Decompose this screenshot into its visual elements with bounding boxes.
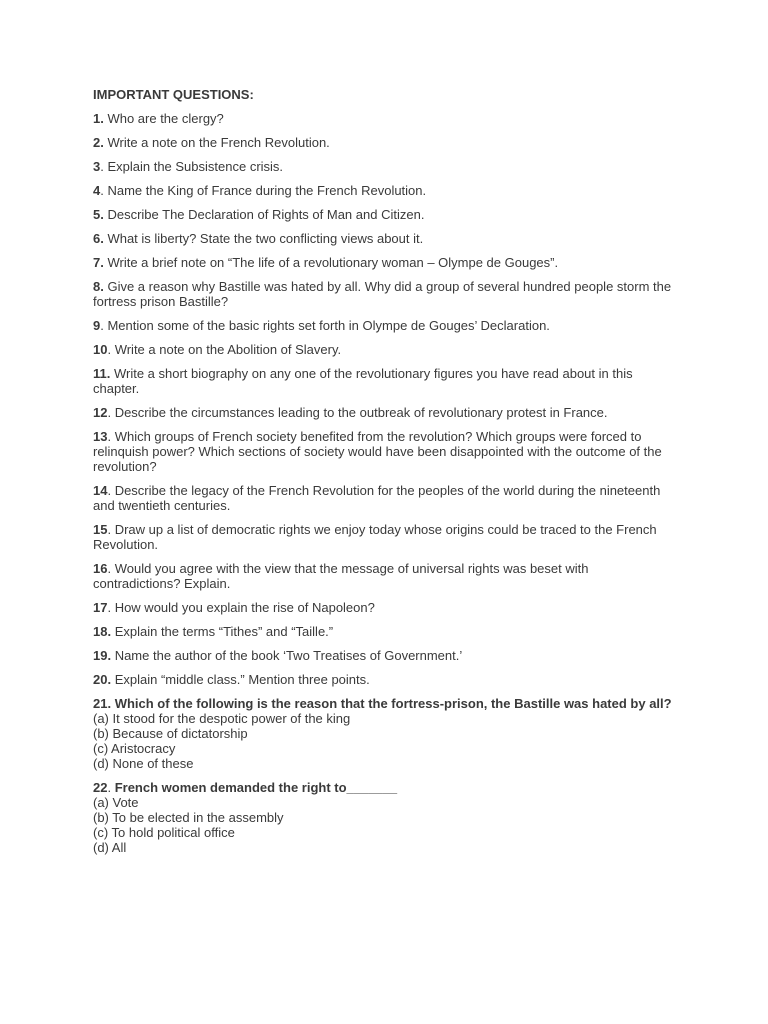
question-number: 20. <box>93 672 112 687</box>
question-text: . Would you agree with the view that the message of universal rights was beset with contradictions? Explain. <box>93 561 589 591</box>
question-item <box>93 279 678 309</box>
question-text: Name the author of the book ‘Two Treatises of Government.’ <box>111 648 463 663</box>
option-list <box>93 711 678 771</box>
question-text: Explain the terms “Tithes” and “Taille.” <box>111 624 334 639</box>
option: (c) Aristocracy <box>93 741 176 756</box>
option: (c) To hold political office <box>93 825 235 840</box>
question-item <box>93 366 678 396</box>
question-item <box>93 342 678 357</box>
question-text: . Explain the Subsistence crisis. <box>100 159 284 174</box>
document-content <box>93 87 678 864</box>
question-item <box>93 429 678 474</box>
question-item <box>93 648 678 663</box>
question-number: 6. <box>93 231 104 246</box>
question-item <box>93 135 678 150</box>
option: (d) All <box>93 840 127 855</box>
question-number: 13 <box>93 429 108 444</box>
question-item <box>93 231 678 246</box>
question-number: 10 <box>93 342 108 357</box>
question-number: 3 <box>93 159 101 174</box>
question-item <box>93 318 678 333</box>
question-text: . How would you explain the rise of Napoleon? <box>107 600 375 615</box>
question-number: 12 <box>93 405 108 420</box>
question-text: Give a reason why Bastille was hated by all. Why did a group of several hundred people storm the fortress prison Bastille? <box>93 279 672 309</box>
question-number: 17 <box>93 600 108 615</box>
question-text: . Write a note on the Abolition of Slavery. <box>107 342 342 357</box>
question-number: 5. <box>93 207 104 222</box>
question-number: 7. <box>93 255 104 270</box>
question-item <box>93 255 678 270</box>
question-number: 11. <box>93 366 111 381</box>
question-item <box>93 405 678 420</box>
question-item <box>93 624 678 639</box>
option: (a) Vote <box>93 795 139 810</box>
question-text: . Mention some of the basic rights set forth in Olympe de Gouges’ Declaration. <box>100 318 550 333</box>
question-number: 8. <box>93 279 104 294</box>
mcq-item <box>93 780 678 855</box>
question-text: Explain “middle class.” Mention three points. <box>111 672 370 687</box>
question-text: . Name the King of France during the French Revolution. <box>100 183 427 198</box>
question-item <box>93 672 678 687</box>
question-item <box>93 483 678 513</box>
question-item <box>93 522 678 552</box>
question-number: 21. <box>93 696 115 711</box>
question-item <box>93 207 678 222</box>
question-list <box>93 111 678 687</box>
page-title: IMPORTANT QUESTIONS: <box>93 87 254 102</box>
question-item <box>93 600 678 615</box>
option: (d) None of these <box>93 756 194 771</box>
option: (a) It stood for the despotic power of the king <box>93 711 351 726</box>
question-text: . Draw up a list of democratic rights we enjoy today whose origins could be traced to the French Revolution. <box>93 522 657 552</box>
question-text: Write a short biography on any one of the revolutionary figures you have read about in this chapter. <box>93 366 633 396</box>
question-text: . Describe the legacy of the French Revolution for the peoples of the world during the nineteenth and twentieth centuries. <box>93 483 661 513</box>
question-text: . Describe the circumstances leading to the outbreak of revolutionary protest in France. <box>107 405 608 420</box>
question-text: Who are the clergy? <box>103 111 224 126</box>
question-stem: French women demanded the right to_______ <box>114 780 398 795</box>
question-text: Describe The Declaration of Rights of Man and Citizen. <box>103 207 425 222</box>
question-item <box>93 183 678 198</box>
question-item <box>93 111 678 126</box>
question-number: 22 <box>93 780 108 795</box>
question-text: Write a note on the French Revolution. <box>103 135 330 150</box>
question-number-separator: . <box>107 780 115 795</box>
option-list <box>93 795 678 855</box>
question-text: Write a brief note on “The life of a revolutionary woman – Olympe de Gouges”. <box>103 255 559 270</box>
question-text: What is liberty? State the two conflicting views about it. <box>103 231 424 246</box>
option: (b) To be elected in the assembly <box>93 810 284 825</box>
question-number: 2. <box>93 135 104 150</box>
question-number: 15 <box>93 522 108 537</box>
question-item <box>93 561 678 591</box>
question-number: 19. <box>93 648 112 663</box>
mcq-item <box>93 696 678 771</box>
option: (b) Because of dictatorship <box>93 726 248 741</box>
question-number: 14 <box>93 483 108 498</box>
question-text: . Which groups of French society benefited from the revolution? Which groups were forced to relinquish power? Which sections of society would have been disappointed with the outcome of the revolution? <box>93 429 662 474</box>
question-number: 16 <box>93 561 108 576</box>
question-number: 9 <box>93 318 101 333</box>
question-number: 4 <box>93 183 101 198</box>
question-item <box>93 159 678 174</box>
question-number: 1. <box>93 111 104 126</box>
question-stem: Which of the following is the reason that the fortress-prison, the Bastille was hated by all? <box>114 696 672 711</box>
question-number: 18. <box>93 624 112 639</box>
